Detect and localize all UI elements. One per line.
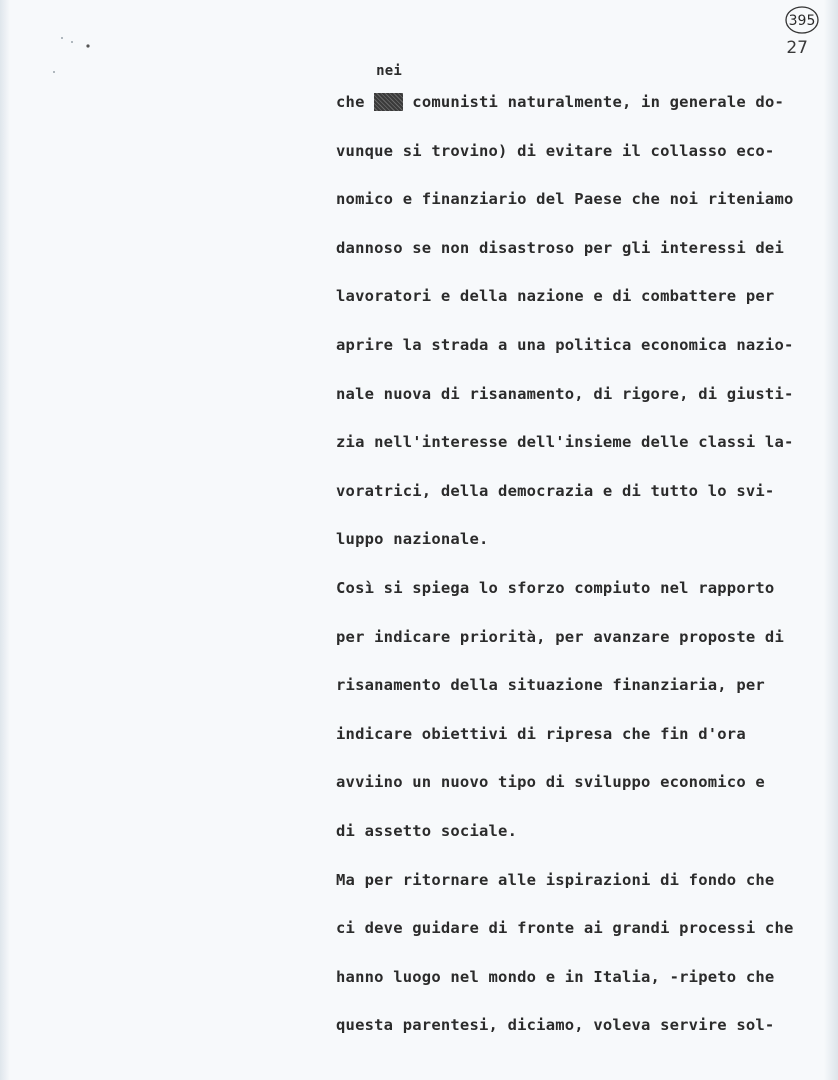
typewritten-text: [336, 63, 806, 1050]
struck-out-word: [374, 93, 403, 111]
text-line: ci deve guidare di fronte ai grandi processi che: [336, 919, 794, 938]
text-line: avviino un nuovo tipo di sviluppo economico e: [336, 773, 765, 792]
stamp-number: 395: [788, 13, 816, 29]
handwritten-correction: [374, 63, 403, 127]
page-number: 27: [786, 38, 808, 58]
text-line: nomico e finanziario del Paese che noi riteniamo: [336, 190, 794, 209]
line-text-after-correction: comunisti naturalmente, in generale do-: [402, 93, 785, 111]
text-line: dannoso se non disastroso per gli interessi dei: [336, 238, 784, 257]
text-line: Ma per ritornare alle ispirazioni di fondo che: [336, 870, 775, 889]
text-line: di assetto sociale.: [336, 821, 518, 840]
text-line: lavoratori e della nazione e di combattere per: [336, 287, 775, 306]
text-line: aprire la strada a una politica economica nazio-: [336, 335, 794, 354]
text-line: nale nuova di risanamento, di rigore, di giusti-: [336, 384, 794, 403]
text-line: zia nell'interesse dell'insieme delle classi la-: [336, 433, 794, 452]
text-line: Così si spiega lo sforzo compiuto nel rapporto: [336, 578, 775, 597]
paragraph: [336, 856, 806, 1050]
scan-specks: [50, 30, 100, 90]
text-line: indicare obiettivi di ripresa che fin d'ora: [336, 724, 746, 743]
text-line: luppo nazionale.: [336, 530, 489, 549]
text-line: voratrici, della democrazia e di tutto lo svi-: [336, 481, 775, 500]
text-line: vunque si trovino) di evitare il collasso eco-: [336, 141, 775, 160]
text-line: questa parentesi, diciamo, voleva servire sol-: [336, 1016, 775, 1035]
text-line: hanno luogo nel mondo e in Italia, -ripeto che: [336, 967, 775, 986]
inserted-word: nei: [376, 63, 403, 79]
archive-stamp-mark: [784, 4, 820, 36]
text-line: per indicare priorità, per avanzare proposte di: [336, 627, 784, 646]
paragraph: [336, 63, 806, 564]
text-line: risanamento della situazione finanziaria, per: [336, 676, 765, 695]
text-line: [336, 63, 806, 127]
line-text-before-correction: che: [336, 93, 375, 111]
paragraph: [336, 564, 806, 856]
